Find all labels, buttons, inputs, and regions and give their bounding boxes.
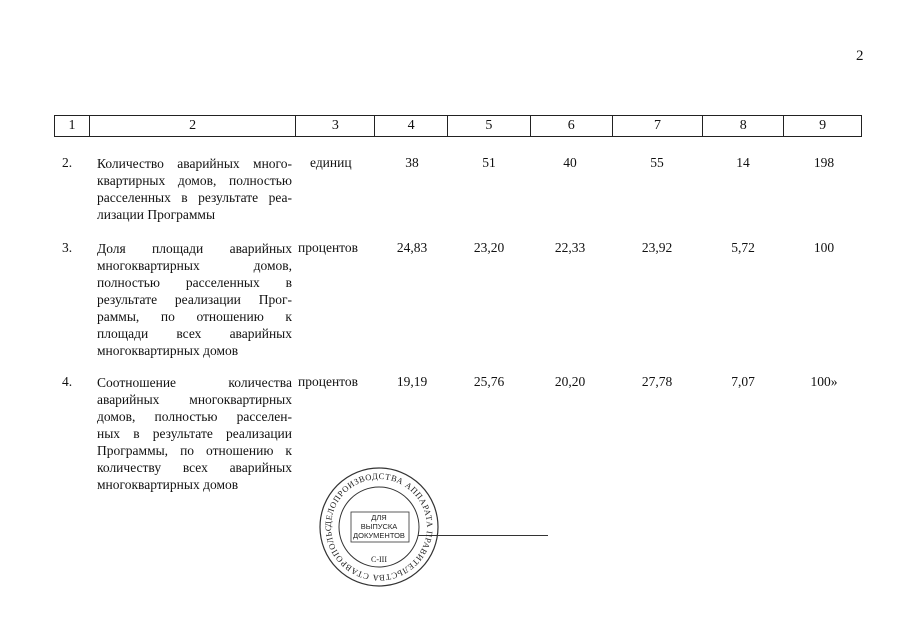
header-cell: 1 (55, 116, 90, 136)
header-cell: 7 (613, 116, 704, 136)
stamp-code: С-III (371, 555, 387, 564)
indicator-name: Доля площади аварийных многоквартирных домов, полностью расселенных в результате реализации Прог- раммы, по отношению к площади всех аварийных многоквартирных домов (97, 241, 292, 358)
value-col5: 23,20 (473, 240, 505, 255)
value-col6: 40 (563, 155, 577, 170)
row-number: 2. (62, 155, 73, 170)
value-col4: 24,83 (396, 240, 428, 255)
stamp-line-3: ДОКУМЕНТОВ (353, 531, 405, 540)
value-col4: 19,19 (396, 374, 428, 389)
value-col5: 51 (482, 155, 496, 170)
row-number: 3. (62, 240, 73, 255)
stamp-ring-text: ДЕЛОПРОИЗВОДСТВА АППАРАТА ПРАВИТЕЛЬСТВА СТАВРОПОЛЬС (322, 470, 436, 584)
header-cell: 9 (819, 118, 827, 133)
value-col7: 23,92 (641, 240, 673, 255)
table-header (54, 115, 862, 137)
value-col8: 5,72 (731, 240, 755, 255)
value-col8: 14 (736, 155, 750, 170)
unit: процентов (298, 240, 359, 255)
value-col7: 27,78 (641, 374, 673, 389)
value-col5: 25,76 (473, 374, 505, 389)
page-number: 2 (856, 48, 864, 64)
value-col9: 198 (813, 155, 835, 170)
value-col6: 20,20 (554, 374, 586, 389)
document-stamp (318, 466, 440, 588)
value-col4: 38 (405, 155, 419, 170)
header-cell: 8 (703, 116, 784, 136)
unit: единиц (310, 155, 352, 170)
value-col6: 22,33 (554, 240, 586, 255)
value-col9: 100» (810, 374, 838, 389)
indicator-name: Количество аварийных много- квартирных домов, полностью расселенных в результате реа- лизации Программы (97, 156, 292, 222)
unit: процентов (298, 374, 359, 389)
row-number: 4. (62, 374, 73, 389)
stamp-line-1: ДЛЯ (371, 513, 387, 522)
header-cell: 4 (375, 116, 448, 136)
header-cell: 5 (448, 116, 531, 136)
indicator-name: Соотношение количества аварийных многоквартирных домов, полностью расселен- ных в результате реализации Программы, по отношению к количеству всех аварийных многоквартирных домов (97, 375, 292, 492)
header-cell: 2 (90, 116, 296, 136)
value-col7: 55 (650, 155, 664, 170)
header-cell: 3 (296, 116, 375, 136)
value-col8: 7,07 (731, 374, 755, 389)
stamp-line-2: ВЫПУСКА (360, 522, 398, 531)
value-col9: 100 (813, 240, 835, 255)
header-cell: 6 (531, 116, 613, 136)
